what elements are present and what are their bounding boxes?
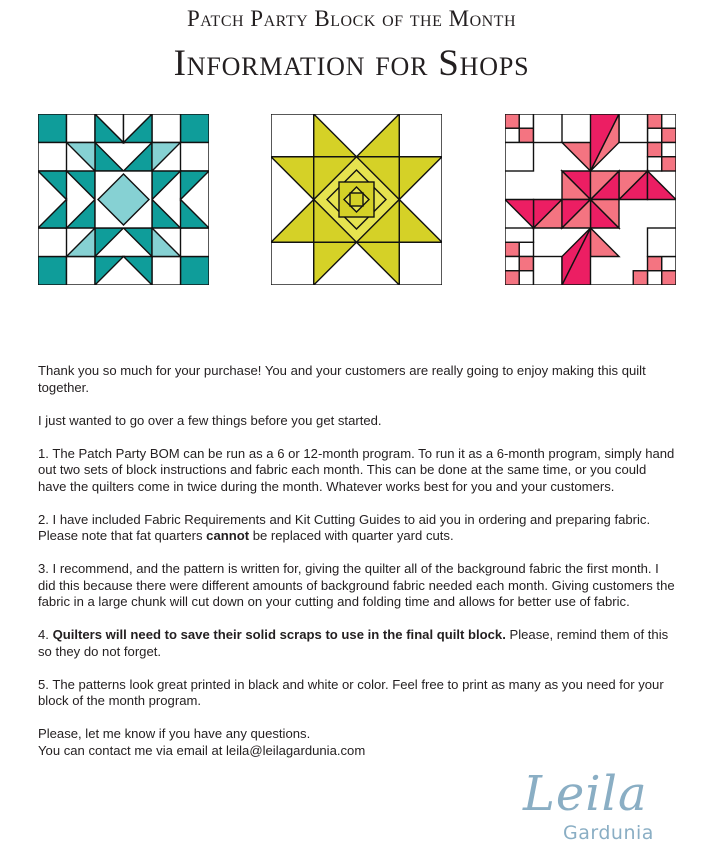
item-2-text-post: be replaced with quarter yard cuts. (249, 528, 454, 543)
page-subtitle: Patch Party Block of the Month (186, 6, 517, 31)
item-4-text-pre: 4. (38, 627, 53, 642)
item-4-text-post: Please, remind them of this so they do not forget. (38, 627, 669, 659)
contact-line: You can contact me via email at leila@leilagardunia.com (38, 742, 366, 758)
signature-logo (505, 766, 675, 852)
item-4-emphasis: Quilters will need to save their solid scraps to use in the final quilt block. (52, 627, 506, 642)
yellow-star-block (271, 114, 442, 285)
teal-star-block (38, 114, 209, 285)
item-5-paragraph: 5. The patterns look great printed in black and white or color. Feel free to print as many as you need for your block of the month program. (38, 676, 664, 708)
lead-paragraph: I just wanted to go over a few things before you get started. (38, 412, 382, 428)
signature-script: Leila (523, 766, 648, 822)
item-3-paragraph: 3. I recommend, and the pattern is written for, giving the quilter all of the background fabric the first month. I did this because there were different amounts of background fabric needed each month. Giving customers the fabric in a large chunk will cut down on your cutting and folding time and allows for better use of fabric. (38, 561, 675, 609)
item-1-paragraph: 1. The Patch Party BOM can be run as a 6 or 12-month program. To run it as a 6-month program, simply hand out two sets of block instructions and fabric each month. This can be done at the same time, or you could have the quilters come in twice during the month. Whatever works best for you and your customers. (38, 445, 675, 494)
item-4-paragraph (38, 627, 678, 660)
letter-body (38, 363, 678, 759)
item-2-paragraph (38, 512, 678, 545)
pink-star-block-graphic (505, 114, 676, 285)
teal-star-block-graphic (38, 114, 209, 285)
intro-paragraph: Thank you so much for your purchase! You and your customers are really going to enjoy making this quilt together. (38, 363, 646, 395)
pink-star-block (505, 114, 676, 285)
closing-line: Please, let me know if you have any questions. (38, 726, 311, 741)
signature-surname: Gardunia (563, 822, 654, 844)
yellow-star-block-graphic (271, 114, 442, 285)
item-2-emphasis: cannot (206, 528, 250, 543)
item-2-text-pre: 2. I have included Fabric Requirements and Kit Cutting Guides to aid you in ordering and preparing fabric. Please note that fat quarters (38, 511, 651, 543)
page-title: Information for Shops (173, 43, 530, 84)
